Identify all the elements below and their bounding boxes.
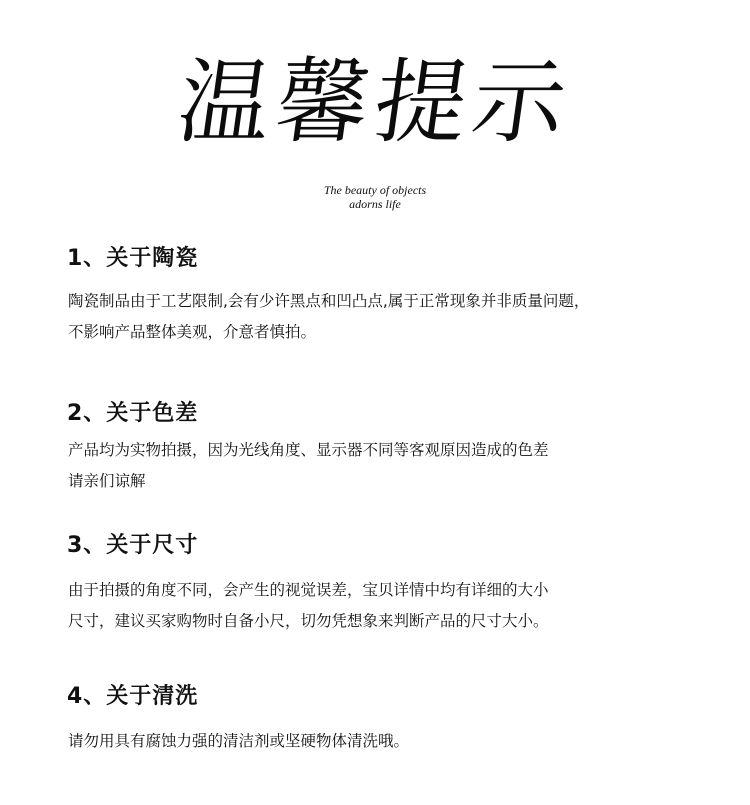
- section-heading: 2、关于色差: [67, 401, 199, 426]
- section-heading: 3、关于尺寸: [67, 533, 199, 558]
- body-line: 请勿用具有腐蚀力强的清洁剂或坚硬物体清洗哦。: [68, 732, 410, 750]
- tagline: [0, 183, 750, 211]
- section-body: [67, 575, 707, 637]
- section-cleaning: [67, 682, 707, 757]
- section-heading: 4、关于清洗: [67, 684, 199, 709]
- section-color-difference: [67, 399, 707, 497]
- section-ceramics: [67, 244, 707, 348]
- section-body: [67, 726, 707, 757]
- body-line: 尺寸，建议买家购物时自备小尺，切勿凭想象来判断产品的尺寸大小。: [68, 612, 549, 630]
- section-heading: 1、关于陶瓷: [67, 246, 199, 271]
- body-line: 陶瓷制品由于工艺限制,会有少许黑点和凹凸点,属于正常现象并非质量问题，: [68, 292, 590, 310]
- tagline-line-2: adorns life: [349, 197, 401, 211]
- section-size: [67, 531, 707, 637]
- body-line: 不影响产品整体美观，介意者慎拍。: [68, 323, 317, 341]
- page-title: 温馨提示: [171, 49, 579, 156]
- tagline-line-1: The beauty of objects: [323, 183, 427, 197]
- body-line: 请亲们谅解: [68, 472, 146, 490]
- section-body: [67, 435, 707, 497]
- body-line: 产品均为实物拍摄，因为光线角度、显示器不同等客观原因造成的色差: [68, 441, 549, 459]
- body-line: 由于拍摄的角度不同，会产生的视觉误差，宝贝详情中均有详细的大小: [68, 581, 549, 599]
- section-body: [67, 286, 707, 348]
